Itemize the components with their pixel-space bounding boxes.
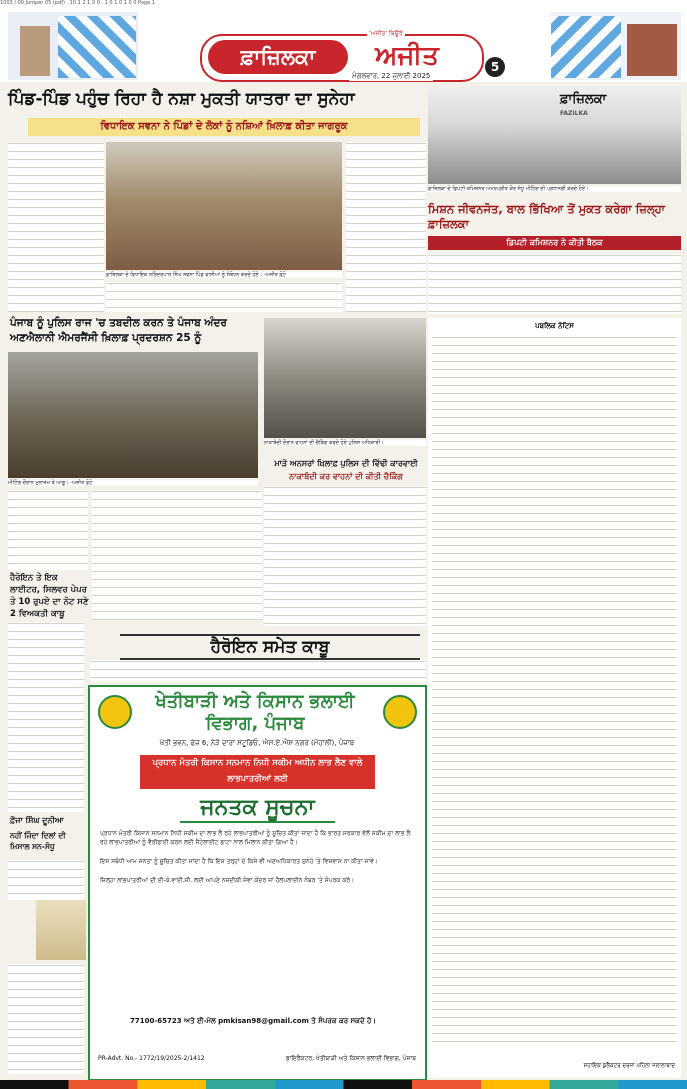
story5-text [90,660,426,682]
print-info-strip [0,0,687,10]
right-headline: ਮਿਸ਼ਨ ਜੀਵਨਜੋਤ, ਬਾਲ ਭਿੱਖਿਆ ਤੋਂ ਮੁਕਤ ਕਰੇਗਾ ਜ਼ਿਲ੍ਹਾ ਫ਼ਾਜ਼ਿਲਕਾ [428,202,665,231]
paper-name: ਅਜੀਤ [375,41,439,71]
story2-headline: ਪੰਜਾਬ ਨੂੰ ਪੁਲਿਸ ਰਾਜ 'ਚ ਤਬਦੀਲ ਕਰਨ ਤੇ ਪੰਜਾਬ ਅੰਦਰ ਅਣਐਲਾਨੀ ਐਮਰਜੈਂਸੀ ਖ਼ਿਲਾਫ਼ ਪ੍ਰਦਰਸ਼ਨ 25 ਨੂੰ [10,317,227,344]
ad-scheme-banner: ਪ੍ਰਧਾਨ ਮੰਤਰੀ ਕਿਸਾਨ ਸਨਮਾਨ ਨਿਧੀ ਸਕੀਮ ਅਧੀਨ ਲਾਭ ਲੈਣ ਵਾਲੇ ਲਾਭਪਾਤਰੀਆਂ ਲਈ [140,755,375,789]
right-story-text [428,254,681,314]
obituary-text [8,964,84,1074]
story4-photo-caption: ਨਾਕਾਬੰਦੀ ਦੌਰਾਨ ਵਾਹਨਾਂ ਦੀ ਚੈਕਿੰਗ ਕਰਦੇ ਹੋਏ ਪੁਲਿਸ ਅਧਿਕਾਰੀ। [264,440,426,446]
lead-text-lower [106,282,342,312]
story3-text [8,622,84,812]
lead-photo-credit: -ਅਜੀਤ ਫ਼ੋਟੋ [263,272,286,278]
ad-public-notice-title: ਜਨਤਕ ਸੂਚਨਾ [180,795,335,823]
obituary-name: ਫ਼ੌਜਾ ਸਿੰਘ ਦੂਨੀਆ [10,816,64,825]
ad-bullets [100,829,415,895]
story3-headline: ਹੈਰੋਇਨ ਤੇ ਇਕ ਲਾਈਟਰ, ਸਿਲਵਰ ਪੇਪਰ ਤੇ 10 ਰੁਪਏ ਦਾ ਨੋਟ ਸਣੇ 2 ਵਿਅਕਤੀ ਕਾਬੂ [10,573,89,619]
ad-director-signature: ਡਾਇਰੈਕਟਰ, ਖੇਤੀਬਾੜੀ ਅਤੇ ਕਿਸਾਨ ਭਲਾਈ ਵਿਭਾਗ, ਪੰਜਾਬ [285,1055,416,1062]
edition-date: ਮੰਗਲਵਾਰ, 22 ਜੁਲਾਈ 2025 [349,72,433,81]
obituary-subtitle: ਨਹੀਂ ਜਿੰਦਾ ਦਿਲਾਂ ਦੀ ਮਿਸਾਲ ਸਨ-ਸੰਧੂ [10,831,66,851]
govt-advertisement [88,685,427,1081]
agri-dept-emblem-icon [383,695,417,729]
story2-text [92,490,262,620]
bureau-tag: 'ਅਜੀਤ' ਬਿਊਰੋ [369,30,403,37]
lead-text-col3 [346,142,426,312]
lead-text-col1 [8,142,104,312]
ad-bullet-1: ਪ੍ਰਧਾਨ ਮੰਤਰੀ ਕਿਸਾਨ ਸਨਮਾਨ ਨਿਧੀ ਸਕੀਮ ਦਾ ਲਾਭ ਲੈ ਰਹੇ ਲਾਭਪਾਤਰੀਆਂ ਨੂੰ ਸੂਚਿਤ ਕੀਤਾ ਜਾਂਦਾ ਹੈ ਕਿ ਭਾਰਤ ਸਰਕਾਰ ਵੱਲੋਂ ਸਕੀਮ ਦਾ ਲਾਭ ਲੈ ਰਹੇ ਲਾਭਪਾਤਰੀਆਂ ਨੂੰ ਵੈਰੀਫਾਈ ਕਰਨ ਲਈ ਸੈਟੇਲਾਈਟ ਡਾਟਾ ਨਾਲ ਮਿਲਾਨ ਕੀਤਾ ਗਿਆ ਹੈ। [100,830,411,846]
story4-photo [264,318,426,438]
ad-address: ਖੇਤੀ ਭਵਨ, ਫੇਜ਼ 6, ਨੇੜੇ ਦਾਰਾ ਸਟੂਡਿਓ, ਐਸ.ਏ.ਐਸ ਨਗਰ (ਮੋਹਾਲੀ), ਪੰਜਾਬ [159,739,355,747]
obituary-text-top [8,860,84,900]
fazilka-logo-text: ਫ਼ਾਜ਼ਿਲਕਾ [560,92,607,107]
story3-text-top [8,490,88,570]
masthead-banner [0,10,687,82]
obituary-photo [36,900,86,960]
clock-tower-art [8,12,138,80]
story5-headline: ਹੈਰੋਇਨ ਸਮੇਤ ਕਾਬੂ [120,634,420,660]
lead-photo [106,142,342,270]
public-notice-text [432,336,677,1046]
ad-bullet-2: ਇਸ ਸਬੰਧੀ ਆਮ ਜਨਤਾ ਨੂੰ ਸੂਚਿਤ ਕੀਤਾ ਜਾਂਦਾ ਹੈ ਕਿ ਇਸ ਤਰ੍ਹਾਂ ਦੇ ਕਿਸੇ ਵੀ ਅਣਅਧਿਕਾਰਤ ਸੁਨੇਹੇ 'ਤੇ ਵਿਸ਼ਵਾਸ ਨਾ ਕੀਤਾ ਜਾਵੇ। [100,858,378,865]
lead-photo-caption [106,272,342,278]
ad-advt-number: PR-Advt. No.- 1772/19/2025-2/1412 [98,1055,205,1062]
lead-subhead: ਵਿਧਾਇਕ ਸਵਨਾ ਨੇ ਪਿੰਡਾਂ ਦੇ ਲੋਕਾਂ ਨੂੰ ਨਸ਼ਿਆਂ ਖ਼ਿਲਾਫ਼ ਕੀਤਾ ਜਾਗਰੂਕ [28,118,420,136]
print-info-text: 1003 / 00 Jumper 05 (pdf) . 10 1 2 1 0 0 . 1 0 1 0 1 0 0 Page 1 [0,0,155,6]
right-photo-caption: ਫ਼ਾਜ਼ਿਲਕਾ ਦੇ ਡਿਪਟੀ ਕਮਿਸ਼ਨਰ ਅਮਰਪ੍ਰੀਤ ਕੌਰ ਸੰਧੂ ਮੀਟਿੰਗ ਦੀ ਪ੍ਰਧਾਨਗੀ ਕਰਦੇ ਹੋਏ। [428,186,681,192]
public-notice-title: ਪਬਲਿਕ ਨੋਟਿਸ [535,322,574,330]
story2-photo [8,352,258,478]
story2-photo-caption [8,480,258,486]
ad-footer [98,1055,416,1063]
page-number: 5 [485,57,505,77]
public-notice-box [428,318,681,1078]
right-subhead: ਡਿਪਟੀ ਕਮਿਸ਼ਨਰ ਨੇ ਕੀਤੀ ਬੈਠਕ [428,236,681,250]
masthead-title [200,30,484,82]
lead-headline: ਪਿੰਡ-ਪਿੰਡ ਪਹੁੰਚ ਰਿਹਾ ਹੈ ਨਸ਼ਾ ਮੁਕਤੀ ਯਾਤਰਾ ਦਾ ਸੁਨੇਹਾ [8,89,355,109]
story2-photo-credit: -ਅਜੀਤ ਫ਼ੋਟੋ [70,480,93,486]
ad-department-title: ਖੇਤੀਬਾੜੀ ਅਤੇ ਕਿਸਾਨ ਭਲਾਈ ਵਿਭਾਗ, ਪੰਜਾਬ [155,691,355,734]
print-color-bar [0,1080,687,1089]
fort-art [551,12,681,80]
story2-caption-text: ਮੀਟਿੰਗ ਦੌਰਾਨ ਮੁਲਾਜ਼ਮ ਤੇ ਆਗੂ। [8,480,69,486]
punjab-emblem-icon [98,695,132,729]
edition-location: ਫ਼ਾਜ਼ਿਲਕਾ [208,40,348,74]
fazilka-logo-sub: FAZILKA [560,110,588,117]
story4-subhead: ਨਾਕਾਬੰਦੀ ਕਰ ਵਾਹਨਾਂ ਦੀ ਕੀਤੀ ਚੈਕਿੰਗ [289,472,403,481]
lead-caption-text: ਫ਼ਾਜ਼ਿਲਕਾ ਦੇ ਵਿਧਾਇਕ ਨਰਿੰਦਰਪਾਲ ਸਿੰਘ ਸਵਨਾ ਪਿੰਡ ਵਾਸੀਆਂ ਨੂੰ ਸੰਬੋਧਨ ਕਰਦੇ ਹੋਏ। [106,272,263,278]
ad-contact: 77100-65723 ਅਤੇ ਈ-ਮੇਲ pmkisan98@gmail.com ਤੇ ਸੰਪਰਕ ਕਰ ਸਕਦੇ ਹੋ। [130,1017,377,1025]
ad-bullet-3: ਜ਼ਿਲ੍ਹਾ ਲਾਭਪਾਤਰੀਆਂ ਦੀ ਈ-ਕੇ.ਵਾਈ.ਸੀ. ਲਈ ਆਪਣੇ ਨਜ਼ਦੀਕੀ ਸੇਵਾ ਕੇਂਦਰ ਜਾਂ ਹੈਲਪਲਾਈਨ ਨੰਬਰ 'ਤੇ ਸੰਪਰਕ ਕਰੋ। [100,877,355,884]
story4-headline: ਮਾੜੇ ਅਨਸਰਾਂ ਖ਼ਿਲਾਫ਼ ਪੁਲਿਸ ਦੀ ਵਿੱਢੀ ਕਾਰਵਾਈ [274,459,418,468]
story4-text [264,486,426,626]
public-notice-signature: ਸਹਾਇਕ ਕੁਲੈਕਟਰ ਦਰਜਾ ਪਹਿਲਾ ਜਲਾਲਾਬਾਦ [583,1063,675,1069]
